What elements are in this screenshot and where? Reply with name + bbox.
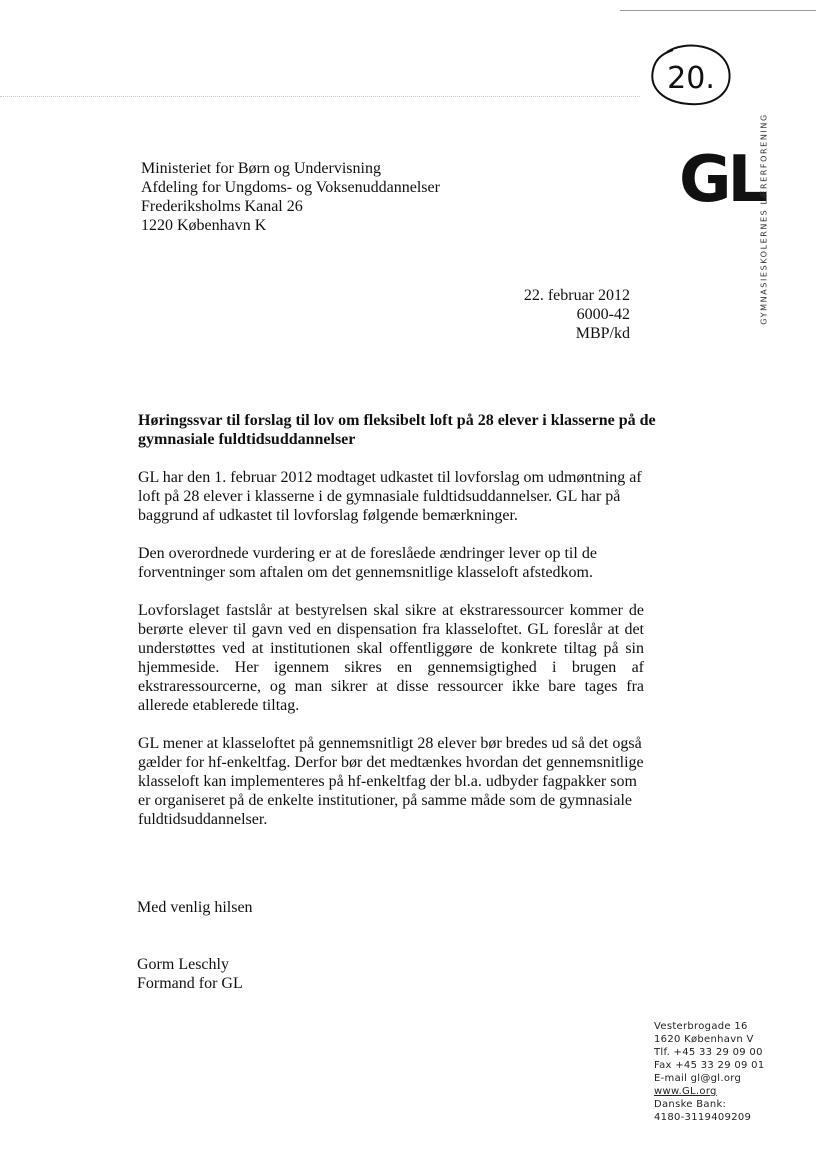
footer-website-link[interactable]: www.GL.org: [654, 1086, 717, 1097]
footer-phone: Tlf. +45 33 29 09 00: [654, 1047, 763, 1058]
footer-city: 1620 København V: [654, 1034, 754, 1045]
gl-logo: GL: [679, 143, 765, 217]
scan-edge-line: [620, 10, 816, 11]
letter-meta: [524, 286, 630, 343]
signer-block: [137, 955, 243, 993]
footer-fax: Fax +45 33 29 09 01: [654, 1060, 765, 1071]
handwritten-number-stamp: [645, 40, 733, 112]
letter-body: [138, 468, 644, 848]
contact-footer: [654, 1020, 764, 1124]
recipient-address: [141, 159, 440, 235]
closing-greeting: Med venlig hilsen: [137, 899, 253, 916]
body-paragraph: Den overordnede vurdering er at de foreslåede ændringer lever op til de forventninger som aftalen om det gennemsnitlige klasseloft afstedkom.: [138, 545, 597, 581]
letter-date: 22. februar 2012: [523, 287, 630, 304]
body-paragraph: GL mener at klasseloftet på gennemsnitligt 28 elever bør bredes ud så det også gælder for hf-enkeltfag. Derfor bør det medtænkes hvordan det gennemsnitlige klasseloft kan implementeres på hf-enkeltfag der bl.a. udbyder fagpakker som er organiseret på de enkelte institutioner, på samme måde som de gymnasiale fuldtidsuddannelser.: [138, 735, 644, 828]
signer-name: Gorm Leschly: [137, 956, 229, 973]
logo-tagline: GYMNASIESKOLERNES LÆRERFORENING: [759, 113, 769, 325]
scan-dotted-line: [0, 96, 640, 97]
body-paragraph: GL har den 1. februar 2012 modtaget udkastet til lovforslag om udmøntning af loft på 28 elever i klasserne i de gymnasiale fuldtidsuddannelser. GL har på baggrund af udkastet til lovforslag følgende bemærkninger.: [138, 469, 642, 524]
stamp-number: 20.: [667, 61, 715, 96]
body-paragraph: Lovforslaget fastslår at bestyrelsen skal sikre at ekstraressourcer kommer de berørte elever til gavn ved en dispensation fra klasseloftet. GL foreslår at det understøttes ved at institutionen skal offentliggøre de konkrete tiltag på sin hjemmeside. Her igennem sikres en gennemsigtighed i brugen af ekstraressourcerne, og man sikrer at disse ressourcer ikke bare tages fra allerede etablerede tiltag.: [138, 602, 644, 714]
recipient-line: 1220 København K: [141, 217, 267, 234]
footer-email: E-mail gl@gl.org: [654, 1073, 742, 1084]
recipient-line: Afdeling for Ungdoms- og Voksenuddannelser: [141, 179, 440, 196]
footer-street: Vesterbrogade 16: [654, 1021, 748, 1032]
footer-bank-account: 4180-3119409209: [654, 1112, 752, 1123]
recipient-line: Frederiksholms Kanal 26: [141, 198, 303, 215]
footer-bank-label: Danske Bank:: [654, 1099, 727, 1110]
letter-reference: 6000-42: [576, 306, 630, 323]
logo-tagline-vertical: [754, 74, 774, 364]
stamp-circle-icon: [645, 40, 733, 112]
letter-initials: MBP/kd: [575, 325, 630, 342]
signer-title: Formand for GL: [137, 975, 243, 992]
letter-subject: Høringssvar til forslag til lov om fleksibelt loft på 28 elever i klasserne på de gymnasiale fuldtidsuddannelser: [138, 412, 656, 448]
recipient-line: Ministeriet for Børn og Undervisning: [141, 160, 381, 177]
